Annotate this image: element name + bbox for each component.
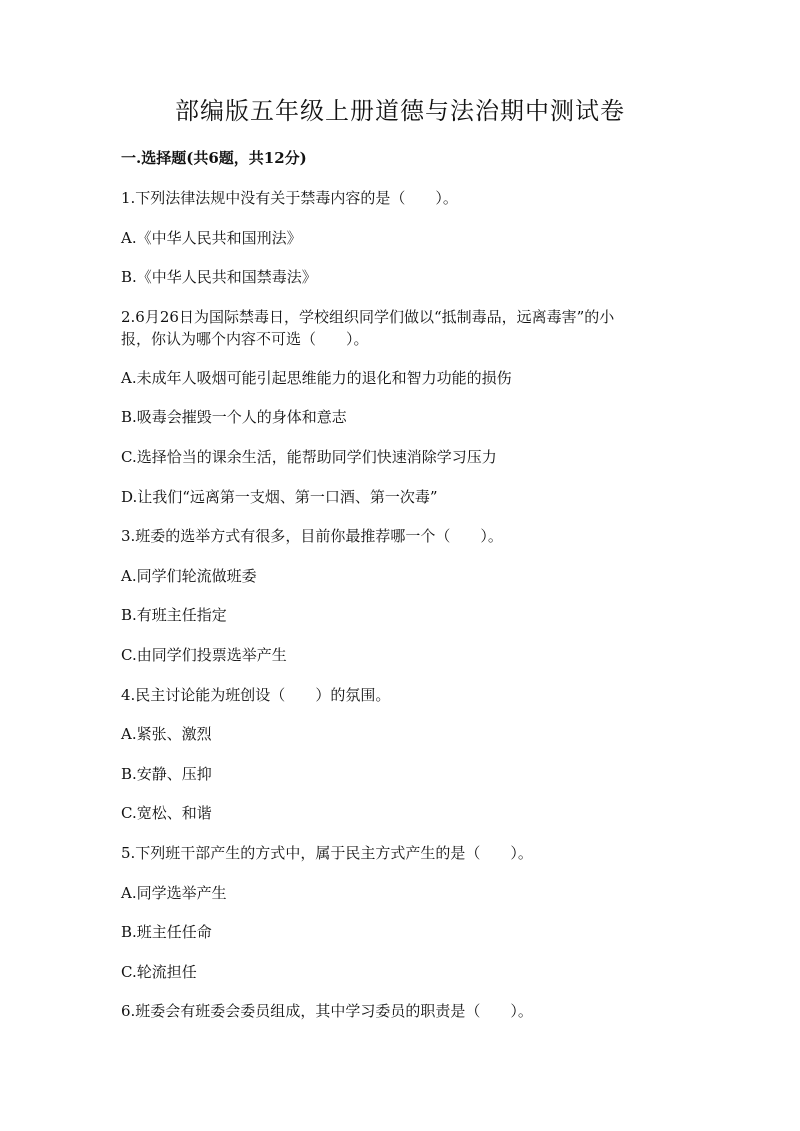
question-4-option-a: A.紧张、激烈 [121,725,212,743]
question-3-option-c: C.由同学们投票选举产生 [121,646,287,664]
question-2-stem-line-1: 2.6月26日为国际禁毒日，学校组织同学们做以“抵制毒品，远离毒害”的小 [121,308,615,326]
question-2-option-d: D.让我们“远离第一支烟、第一口酒、第一次毒” [121,488,438,506]
question-6-stem: 6.班委会有班委会委员组成，其中学习委员的职责是（ ）。 [121,1002,533,1020]
question-5-option-c: C.轮流担任 [121,963,197,981]
question-2-option-b: B.吸毒会摧毁一个人的身体和意志 [121,408,347,426]
question-3-option-b: B.有班主任指定 [121,606,227,624]
question-4-option-c: C.宽松、和谐 [121,804,212,822]
question-2-option-a: A.未成年人吸烟可能引起思维能力的退化和智力功能的损伤 [121,369,512,387]
section-heading: 一.选择题(共6题，共12分) [121,149,307,167]
question-5-stem: 5.下列班干部产生的方式中，属于民主方式产生的是（ ）。 [121,844,533,862]
page-title: 部编版五年级上册道德与法治期中测试卷 [175,97,625,125]
question-2-option-c: C.选择恰当的课余生活，能帮助同学们快速消除学习压力 [121,448,497,466]
question-5-option-b: B.班主任任命 [121,923,212,941]
question-4-stem: 4.民主讨论能为班创设（ ）的氛围。 [121,686,391,704]
question-4-option-b: B.安静、压抑 [121,765,212,783]
question-3-option-a: A.同学们轮流做班委 [121,567,257,585]
question-3-stem: 3.班委的选举方式有很多，目前你最推荐哪一个（ ）。 [121,527,503,545]
question-1-option-b: B.《中华人民共和国禁毒法》 [121,268,317,286]
question-5-option-a: A.同学选举产生 [121,884,227,902]
question-2-stem-line-2: 报，你认为哪个内容不可选（ ）。 [121,330,369,348]
question-1-option-a: A.《中华人民共和国刑法》 [121,229,302,247]
question-1-stem: 1.下列法律法规中没有关于禁毒内容的是（ ）。 [121,189,458,207]
